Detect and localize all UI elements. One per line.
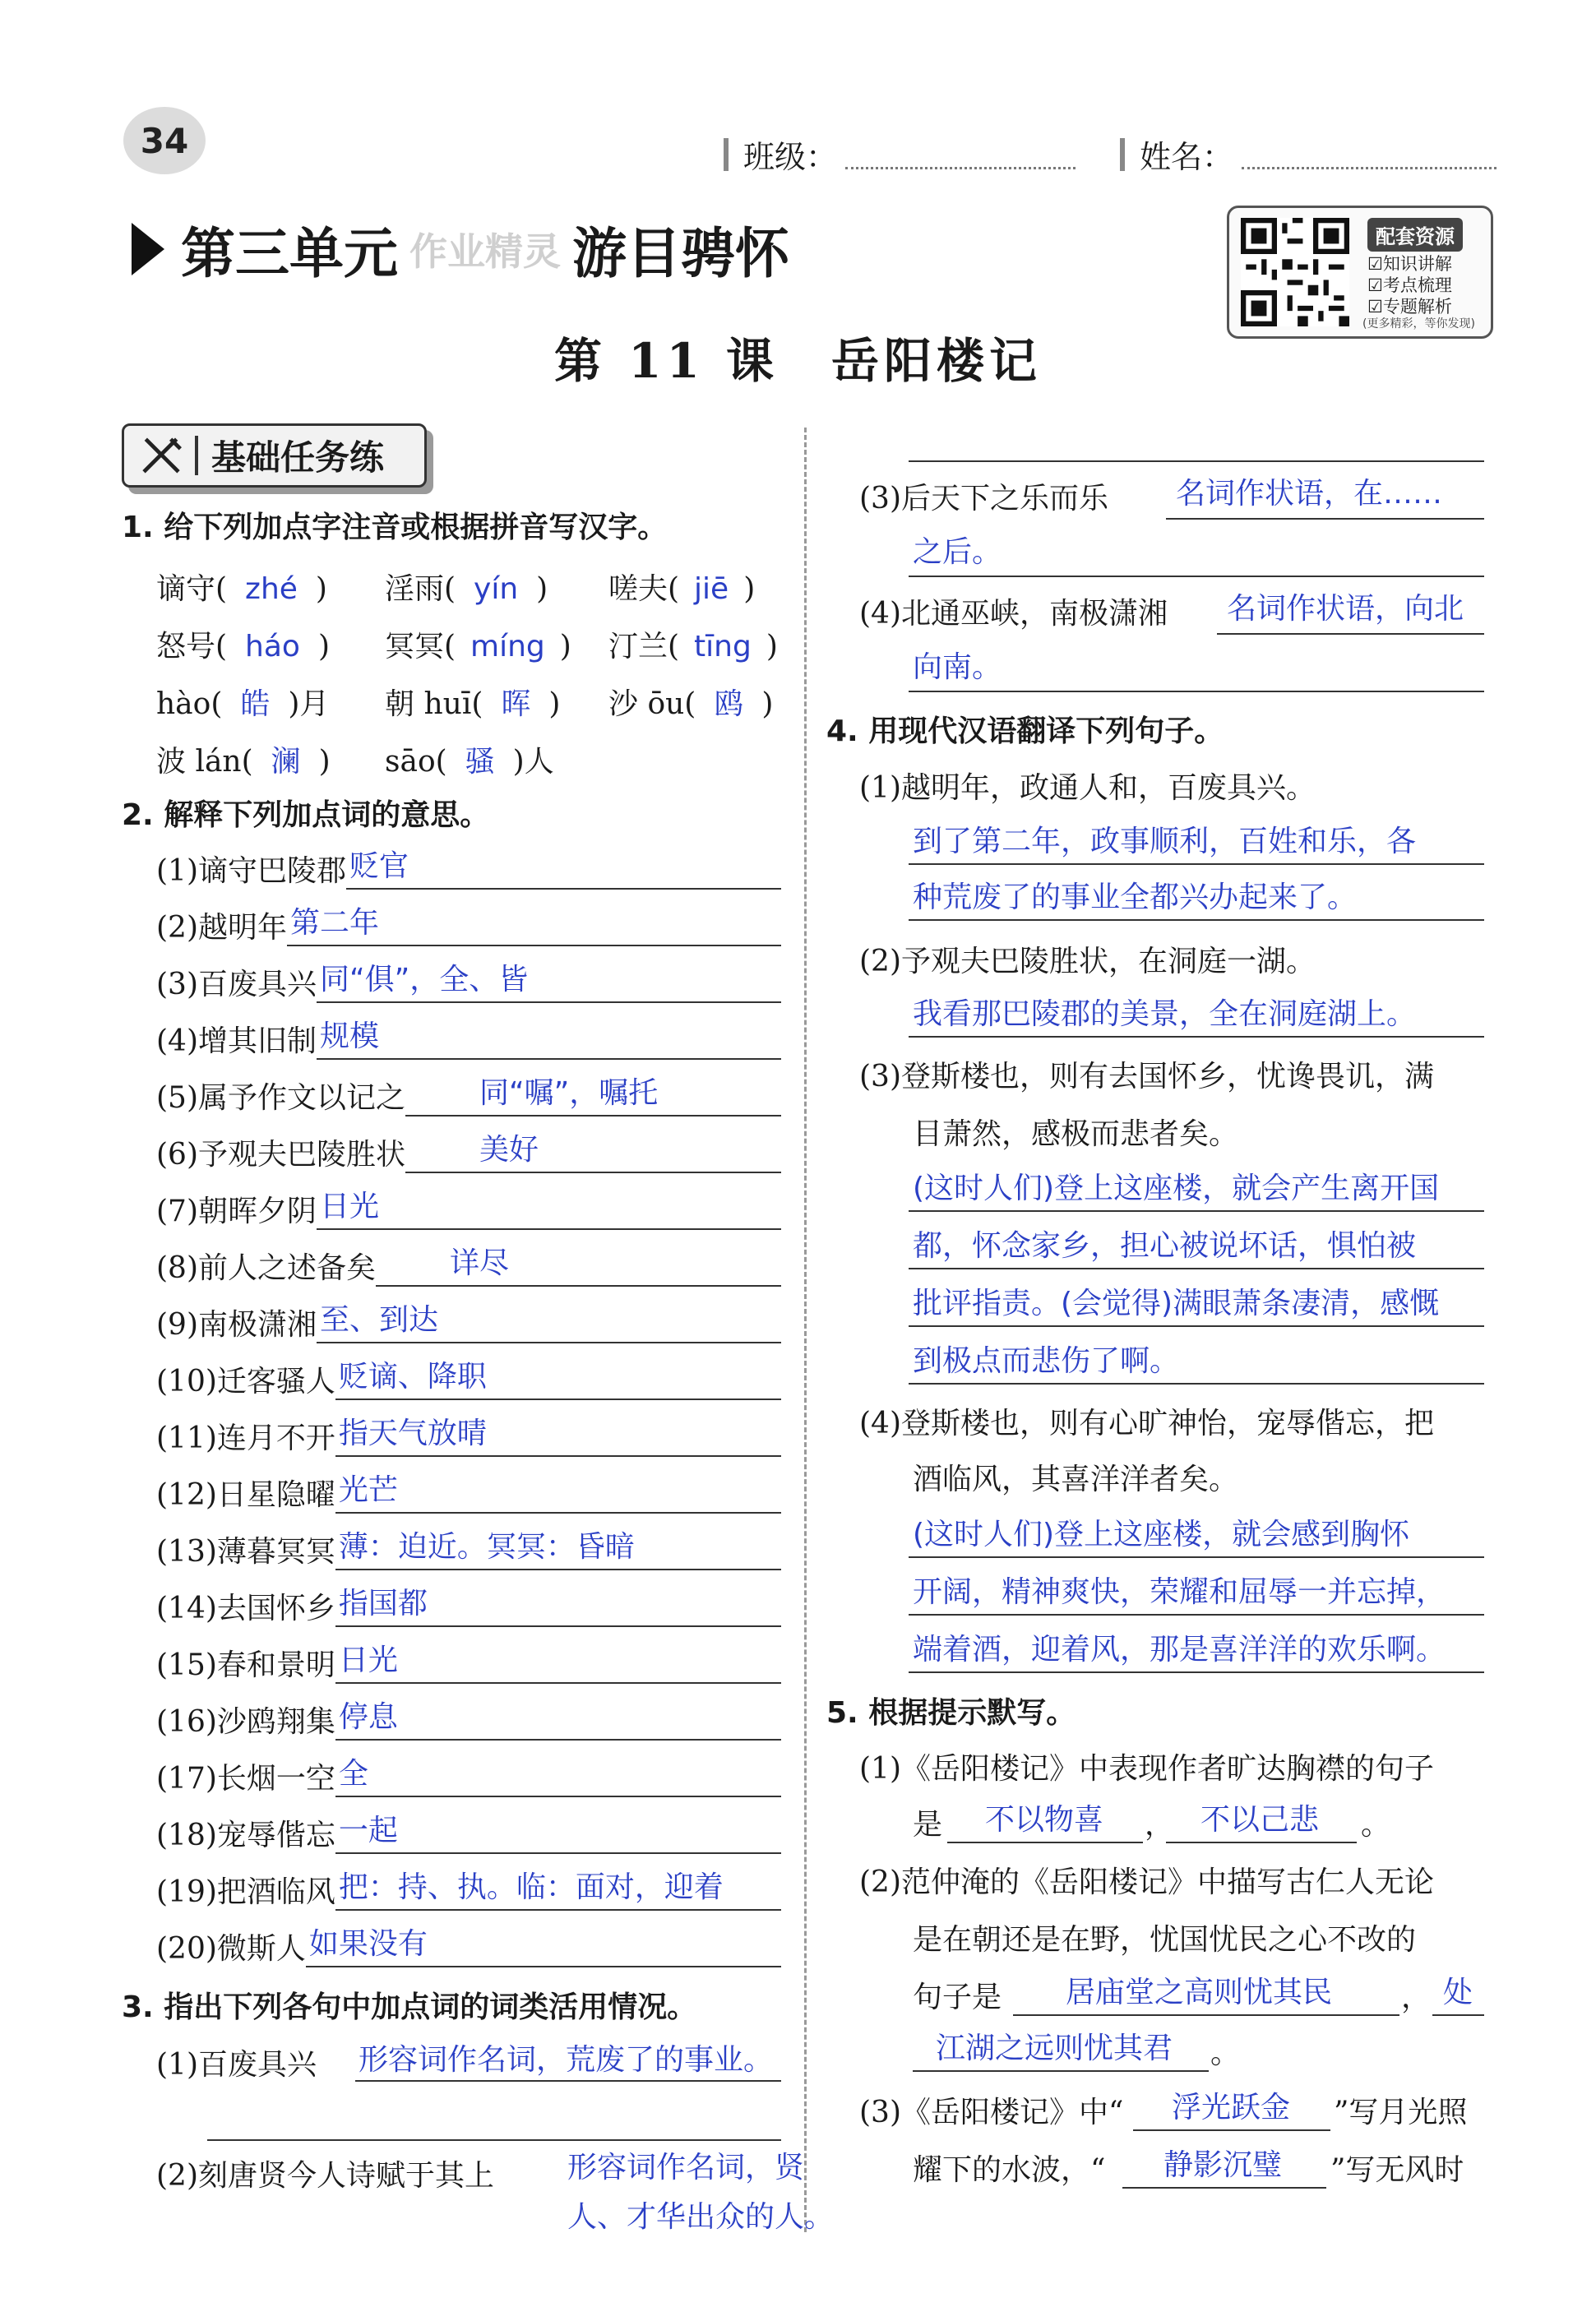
q5-text: ， [1401,1981,1432,2014]
q2-title: 2. 解释下列加点词的意思。 [122,798,490,832]
q1-item: 波 lán( 澜 ) [156,745,331,779]
q4-answer: (这时人们)登上这座楼，就会产生离开国 [913,1172,1440,1205]
q4-question: (4)登斯楼也，则有心旷神怡，宠辱偕忘，把 [859,1407,1434,1440]
q1-item: 朝 huī( 晖 ) [385,687,561,721]
q2-answer: 如果没有 [308,1927,428,1961]
q3-question: (4)北通巫峡，南极潇湘 [859,597,1168,631]
unit-title-left: 第三单元 [181,222,398,285]
q4-answer: 开阔，精神爽快，荣耀和屈辱一并忘掉， [913,1575,1446,1609]
answer-line [335,1625,781,1627]
answer-line [335,1796,781,1797]
page-number: 34 [123,107,206,174]
q3-title: 3. 指出下列各句中加点词的词类活用情况。 [122,1990,697,2024]
q5-text: 。 [1361,1808,1391,1842]
answer-line [335,1852,781,1854]
name-field-bar [1120,138,1125,171]
q2-question: (10)迁客骚人 [156,1365,335,1399]
q1-item: 冥冥( míng ) [385,630,571,663]
q2-answer: 全 [338,1757,368,1791]
answer-line [947,1842,1143,1843]
resource-box[interactable] [1227,206,1493,339]
triangle-icon [132,223,164,275]
q2-question: (20)微斯人 [156,1932,306,1966]
answer-line [909,460,1484,462]
q1-item: sāo( 骚 )人 [385,745,554,779]
q2-question: (4)增其旧制 [156,1024,317,1058]
answer-line [909,1036,1484,1038]
class-field [724,132,1076,177]
q3-answer: 人、才华出众的人。 [567,2200,835,2234]
q4-question: (3)登斯楼也，则有去国怀乡，忧谗畏讥，满 [859,1060,1434,1093]
q2-question: (17)长烟一空 [156,1762,335,1796]
q2-answer: 详尽 [450,1246,510,1280]
q4-question: (2)予观夫巴陵胜状，在洞庭一湖。 [859,945,1316,978]
name-blank[interactable] [1242,139,1497,169]
q3-question: (2)刻唐贤今人诗赋于其上 [156,2159,494,2193]
name-field [1120,132,1497,177]
q4-question: (1)越明年，政通人和，百废具兴。 [859,771,1316,805]
answer-line [335,1399,781,1400]
q3-question: (3)后天下之乐而乐 [859,482,1108,515]
q2-answer: 一起 [338,1814,398,1847]
q2-answer: 第二年 [290,906,380,940]
q3-answer: 名词作状语，向北 [1227,592,1464,626]
q4-title: 4. 用现代汉语翻译下列句子。 [826,714,1224,748]
answer-line [317,1001,781,1003]
q2-answer: 至、到达 [320,1303,439,1337]
section-title: 基础任务练 [211,437,385,478]
q1-item: 淫雨( yín ) [385,572,548,606]
q3-answer: 形容词作名词，荒废了的事业。 [359,2043,774,2077]
q5-answer: 不以物喜 [985,1803,1104,1837]
class-field-bar [724,138,729,171]
lesson-title: 第 11 课 岳阳楼记 [553,333,1043,389]
q5-text: (1)《岳阳楼记》中表现作者旷达胸襟的句子 [859,1752,1434,1786]
q2-question: (7)朝晖夕阴 [156,1195,317,1228]
answer-line [909,919,1484,921]
q2-question: (18)宠辱偕忘 [156,1819,335,1852]
q2-question: (13)薄暮冥冥 [156,1535,335,1569]
answer-line [1013,2014,1399,2016]
q5-answer: 居庙堂之高则忧其民 [1066,1976,1333,2009]
answer-line [405,1172,781,1173]
q3-answer: 名词作状语，在…… [1176,477,1443,511]
answer-line [306,1966,781,1967]
q1-item: hào( 皓 )月 [156,687,330,721]
answer-line [1432,2014,1484,2016]
q2-question: (3)百废具兴 [156,968,317,1001]
q4-answer: 种荒废了的事业全都兴办起来了。 [913,881,1358,914]
q4-answer: 我看那巴陵郡的美景，全在洞庭湖上。 [913,997,1417,1031]
q2-question: (12)日星隐曜 [156,1478,335,1512]
q5-answer: 江湖之远则忧其君 [936,2032,1173,2065]
q2-question: (15)春和景明 [156,1648,335,1682]
q5-answer: 处 [1443,1976,1473,2009]
resource-box-title: 配套资源 [1367,218,1463,252]
q1-item: 谪守( zhé ) [156,572,327,606]
q2-answer: 日光 [320,1190,380,1223]
class-label: 班级： [743,139,838,175]
answer-line [355,2080,781,2082]
answer-line [317,1228,781,1230]
answer-line [909,1325,1484,1327]
watermark-text: 作业精灵 [409,229,561,274]
resource-item: ☑考点梳理 [1367,275,1452,295]
q2-answer: 指天气放晴 [338,1417,487,1450]
q4-answer: 批评指责。(会觉得)满眼萧条凄清，感慨 [913,1287,1440,1320]
answer-line [335,1739,781,1741]
q1-item: 怒号( háo ) [156,630,330,663]
answer-line [909,1671,1484,1673]
answer-line [335,1569,781,1570]
answer-line [1133,2129,1330,2131]
answer-line [405,1115,781,1117]
q4-question: 目萧然，感极而悲者矣。 [913,1117,1239,1151]
q2-question: (9)南极潇湘 [156,1308,317,1342]
q2-answer: 规模 [320,1019,380,1053]
q2-question: (8)前人之述备矣 [156,1251,376,1285]
name-label: 姓名： [1140,139,1234,175]
q2-answer: 同“嘱”，嘱托 [479,1076,659,1110]
answer-line [909,863,1484,865]
unit-title [132,210,789,288]
section-banner [122,423,427,488]
q1-item: 嗟夫( jiē ) [608,572,756,606]
q5-text: ， [1145,1808,1175,1842]
class-blank[interactable] [845,139,1076,169]
q2-question: (14)去国怀乡 [156,1592,335,1625]
q2-answer: 日光 [338,1644,398,1677]
q5-text: 。 [1210,2037,1241,2070]
resource-item: ☑专题解析 [1367,297,1452,317]
answer-line [909,576,1484,577]
answer-line [913,2070,1209,2072]
q2-question: (6)予观夫巴陵胜状 [156,1138,405,1172]
answer-line [346,888,781,890]
answer-line [909,1383,1484,1385]
q5-text: 句子是 [913,1981,1002,2014]
q5-text: (2)范仲淹的《岳阳楼记》中描写古仁人无论 [859,1865,1434,1899]
answer-line [1217,633,1484,635]
q3-answer: 向南。 [913,650,1002,684]
q2-question: (1)谪守巴陵郡 [156,854,346,888]
q2-answer: 停息 [338,1700,398,1734]
answer-line [909,691,1484,692]
q5-answer: 浮光跃金 [1172,2091,1291,2124]
answer-line [335,1455,781,1457]
q2-answer: 贬官 [349,849,409,883]
q4-answer: 到了第二年，政事顺利，百姓和乐，各 [913,825,1417,858]
q5-answer: 静影沉璧 [1163,2148,1283,2182]
answer-line [335,1682,781,1684]
q1-item: 沙 ōu( 鸥 ) [608,687,774,721]
q2-question: (19)把酒临风 [156,1875,335,1909]
answer-line [335,1909,781,1911]
answer-line [317,1058,781,1060]
q2-answer: 把：持、执。临：面对，迎着 [338,1870,724,1904]
qr-code-icon[interactable] [1241,218,1349,326]
q5-text: 是在朝还是在野，忧国忧民之心不改的 [913,1923,1417,1957]
q3-answer: 之后。 [913,535,1002,569]
q2-answer: 薄：迫近。冥冥：昏暗 [338,1530,635,1564]
answer-line [335,1512,781,1514]
q5-text: 耀下的水波，“ [913,2153,1106,2187]
q4-answer: (这时人们)登上这座楼，就会感到胸怀 [913,1518,1410,1551]
q2-answer: 美好 [479,1133,539,1167]
q5-answer: 不以己悲 [1200,1803,1320,1837]
q3-question: (1)百废具兴 [156,2048,317,2082]
answer-line [909,1556,1484,1558]
answer-line [376,1285,781,1287]
pencil-ruler-icon [132,431,190,480]
q2-answer: 光芒 [338,1473,398,1507]
q5-text: ”写月光照 [1334,2096,1468,2129]
answer-line [1166,1842,1357,1843]
answer-line [1166,518,1484,520]
q5-title: 5. 根据提示默写。 [826,1696,1076,1730]
answer-line [1122,2187,1326,2189]
q4-answer: 端着酒，迎着风，那是喜洋洋的欢乐啊。 [913,1633,1446,1667]
banner-separator [195,436,198,475]
q5-text: 是 [913,1808,943,1842]
q2-question: (2)越明年 [156,911,287,945]
q2-answer: 同“俱”，全、皆 [320,963,529,996]
q2-question: (11)连月不开 [156,1422,335,1455]
q2-answer: 贬谪、降职 [338,1360,487,1394]
q4-question: 酒临风，其喜洋洋者矣。 [913,1463,1239,1496]
column-divider [804,428,807,2232]
q1-title: 1. 给下列加点字注音或根据拼音写汉字。 [122,511,668,544]
answer-line [909,1268,1484,1269]
resource-note: (更多精彩，等你发现) [1362,317,1475,331]
q2-question: (16)沙鸥翔集 [156,1705,335,1739]
q2-question: (5)属予作文以记之 [156,1081,405,1115]
q5-text: ”写无风时 [1330,2153,1464,2187]
q1-item: 汀兰( tīng ) [608,630,778,663]
q2-answer: 指国都 [338,1587,428,1620]
answer-line [317,1342,781,1343]
answer-line [207,2139,781,2141]
answer-line [909,1210,1484,1212]
q4-answer: 都，怀念家乡，担心被说坏话，惧怕被 [913,1229,1417,1263]
q4-answer: 到极点而悲伤了啊。 [913,1344,1180,1378]
answer-line [909,1614,1484,1616]
resource-item: ☑知识讲解 [1367,254,1452,274]
answer-line [287,945,781,946]
unit-title-right: 游目骋怀 [572,222,789,285]
q5-text: (3)《岳阳楼记》中“ [859,2096,1124,2129]
q3-answer: 形容词作名词，贤 [567,2151,805,2184]
